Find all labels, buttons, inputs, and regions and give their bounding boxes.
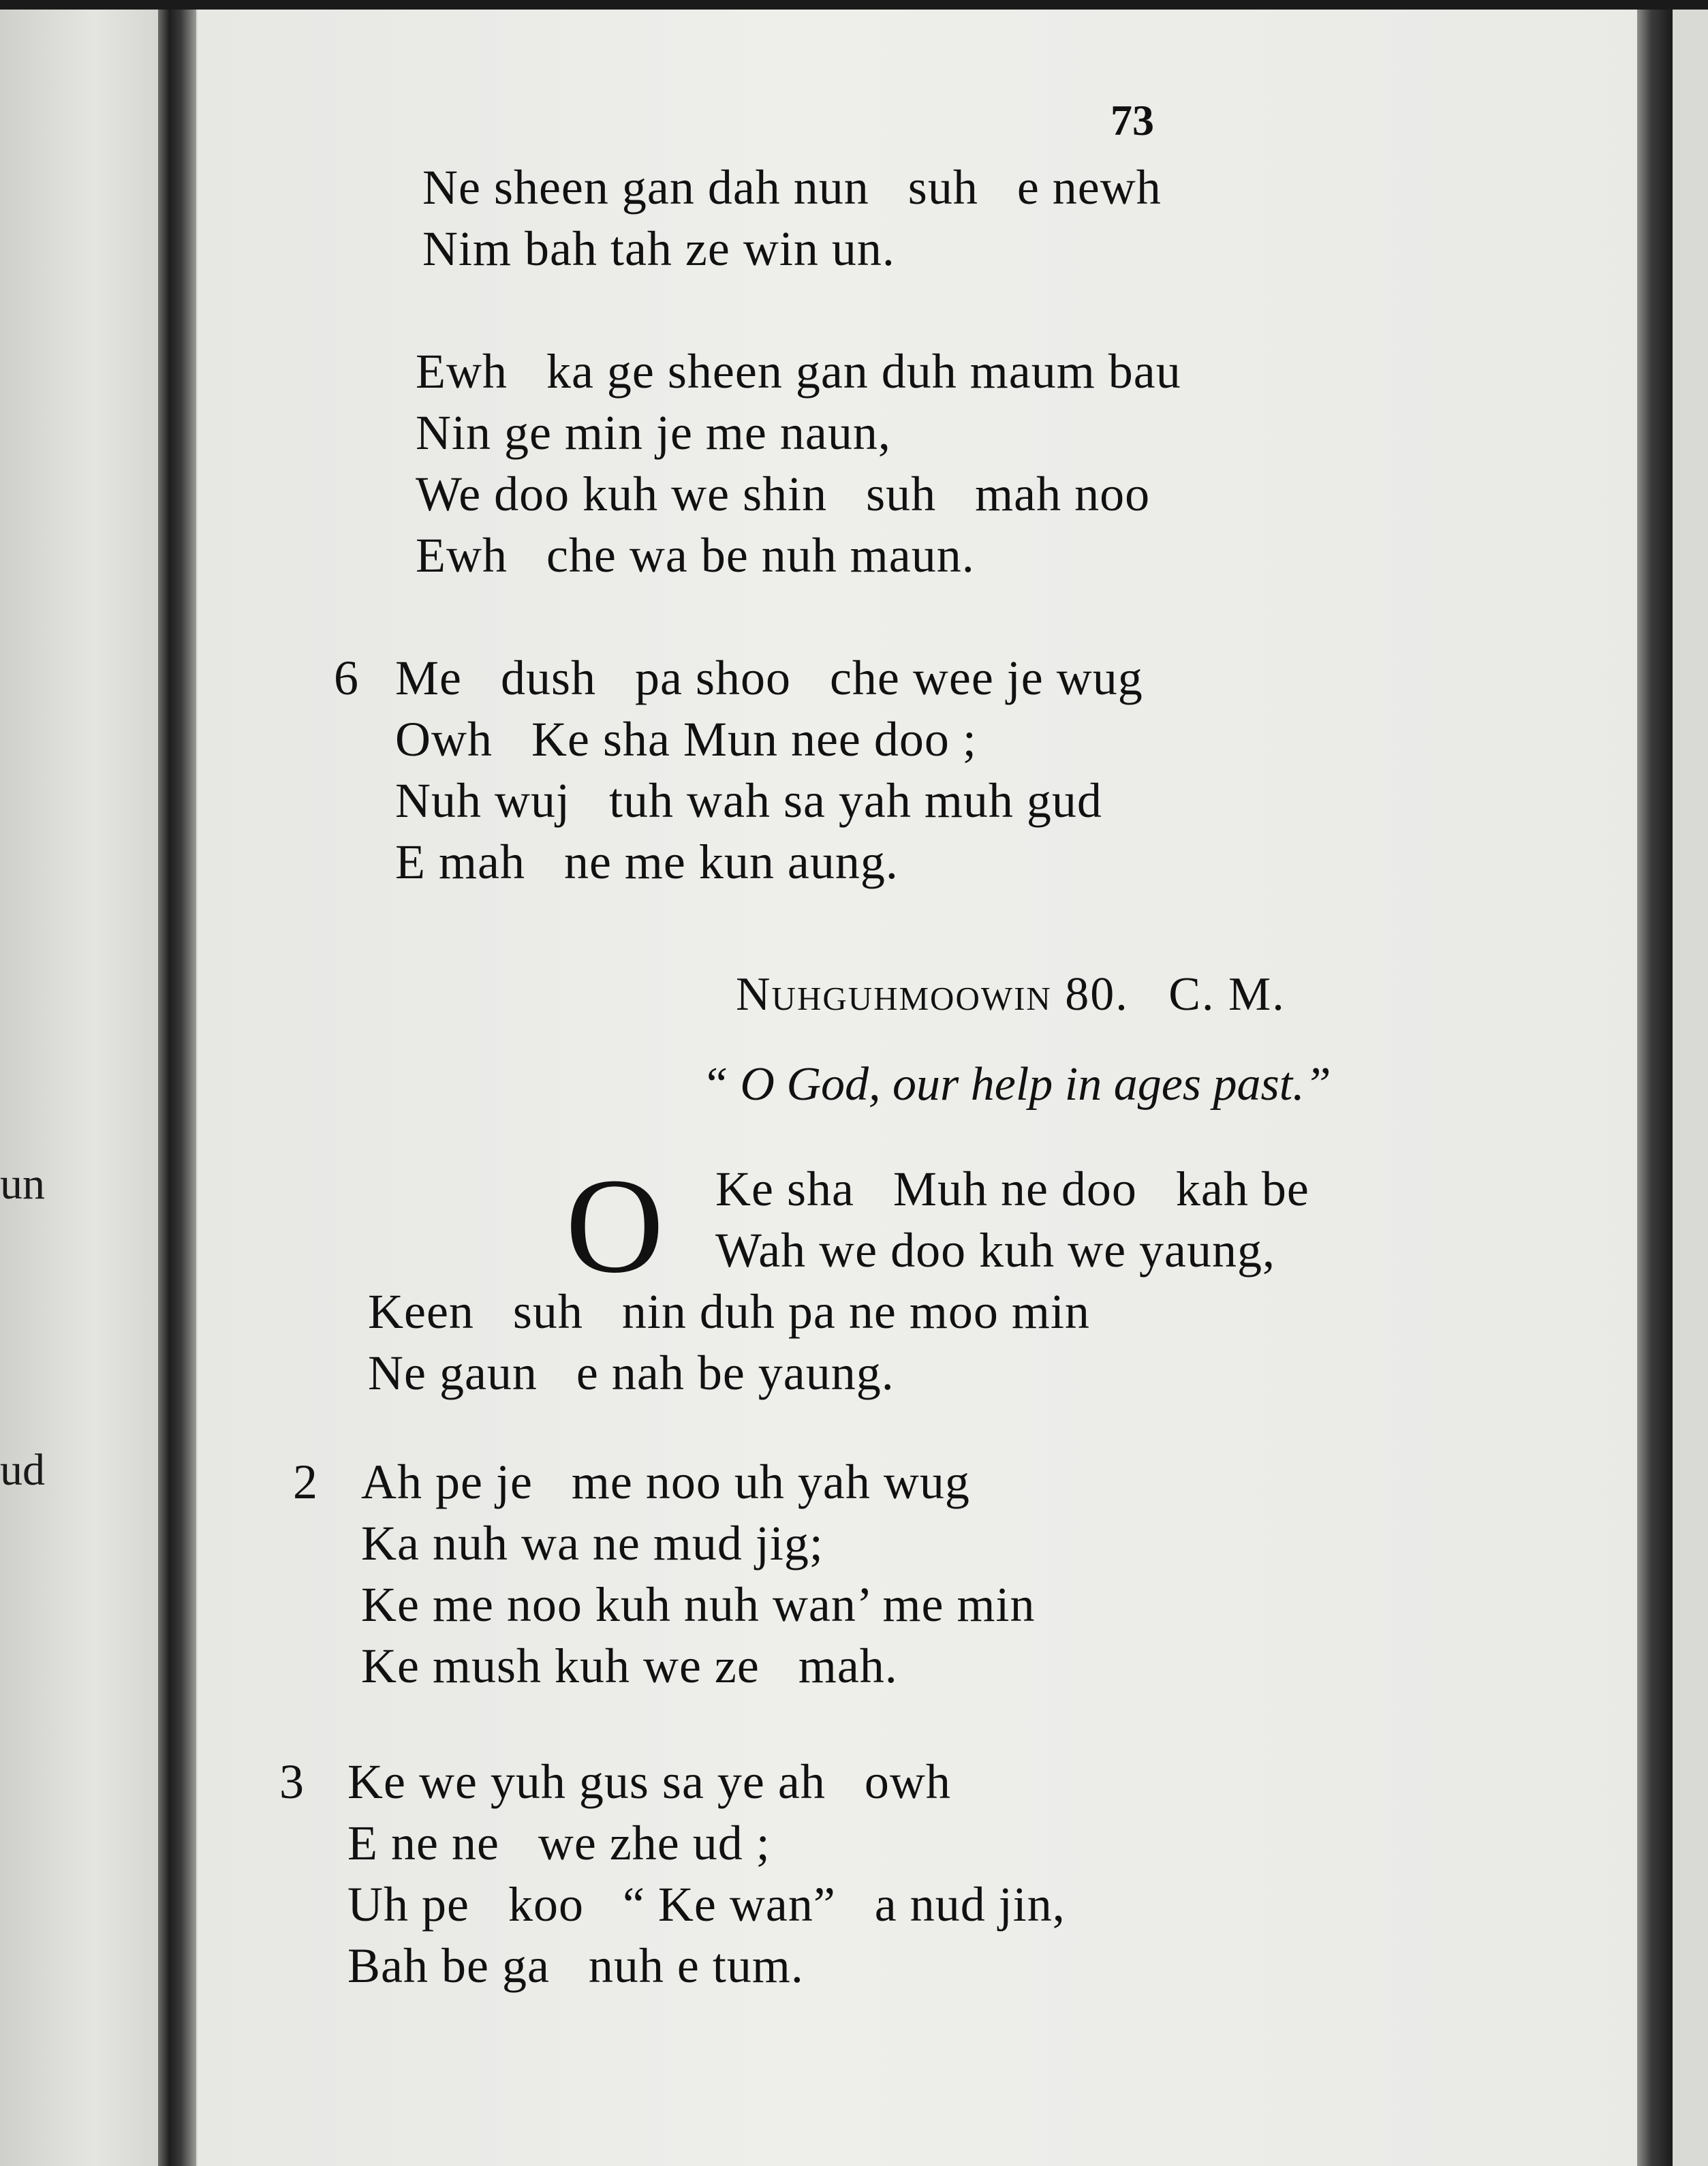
facing-page-fragment: ud <box>0 1445 45 1495</box>
verse-line: Ewh che wa be nuh maun. <box>416 528 975 583</box>
hymn-verse-1 <box>368 1281 1090 1404</box>
page-number: 73 <box>1111 96 1154 144</box>
verse-line: Ne sheen gan dah nun suh e newh <box>422 160 1162 215</box>
verse-line: Nin ge min je me naun, <box>416 405 891 460</box>
verse-line: Ke mush kuh we ze mah. <box>361 1639 898 1693</box>
book-gutter <box>158 0 196 2166</box>
drop-cap: O <box>565 1151 664 1301</box>
hymn-verse-2 <box>361 1451 1035 1697</box>
verse-line: Bah be ga nuh e tum. <box>347 1938 804 1993</box>
verse-line: Ke sha Muh ne doo kah be <box>715 1162 1309 1216</box>
book-page <box>198 0 1673 2166</box>
verse-line: Ewh ka ge sheen gan duh maum bau <box>416 344 1181 399</box>
hymn-subtitle: “ O God, our help in ages past.” <box>702 1058 1331 1111</box>
verse-line: Ke we yuh gus sa ye ah owh <box>347 1754 951 1809</box>
top-border <box>0 0 1708 10</box>
verse-line: We doo kuh we shin suh mah noo <box>416 467 1151 521</box>
verse-line: Ke me noo kuh nuh wan’ me min <box>361 1577 1036 1632</box>
facing-page-left <box>0 0 157 2166</box>
stanza <box>416 341 1181 586</box>
verse-line: Wah we doo kuh we yaung, <box>715 1223 1276 1278</box>
verse-line: Ah pe je me noo uh yah wug <box>361 1455 970 1509</box>
verse-line: E ne ne we zhe ud ; <box>347 1816 771 1870</box>
verse-line: Me dush pa shoo che wee je wug <box>395 651 1143 705</box>
hymn-verse-3 <box>347 1751 1066 1996</box>
verse-line: Ne gaun e nah be yaung. <box>368 1346 895 1400</box>
verse-line: Nuh wuj tuh wah sa yah muh gud <box>395 773 1102 828</box>
verse-line: Keen suh nin duh pa ne moo min <box>368 1284 1090 1339</box>
verse-number: 2 <box>293 1455 317 1509</box>
hymn-verse-1-indented <box>715 1158 1309 1281</box>
verse-number: 6 <box>334 651 358 705</box>
hymn-heading: Nuhguhmoowin 80. C. M. <box>736 968 1286 1021</box>
verse-line: Owh Ke sha Mun nee doo ; <box>395 712 977 767</box>
stanza-continued <box>422 157 1162 279</box>
verse-number: 3 <box>279 1754 304 1809</box>
verse-line: Uh pe koo “ Ke wan” a nud jin, <box>347 1877 1066 1932</box>
facing-page-fragment: un <box>0 1159 45 1209</box>
verse-line: Nim bah tah ze win un. <box>422 221 895 276</box>
stanza-6 <box>395 647 1143 893</box>
verse-line: E mah ne me kun aung. <box>395 835 899 889</box>
page-edge <box>1637 0 1673 2166</box>
verse-line: Ka nuh wa ne mud jig; <box>361 1516 824 1571</box>
